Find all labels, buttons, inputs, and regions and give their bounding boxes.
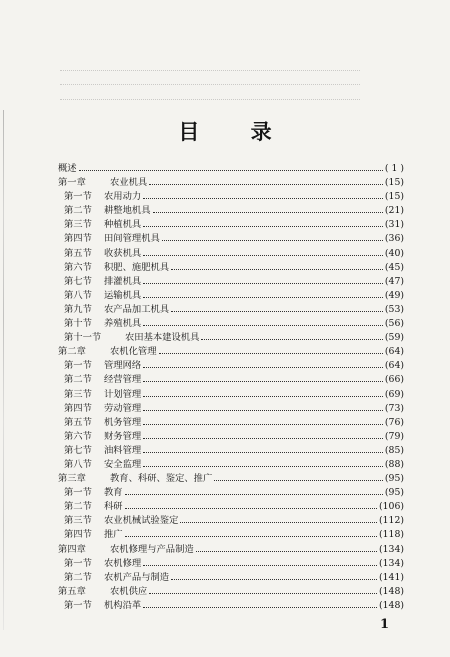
- scan-edge-line: [3, 110, 4, 630]
- toc-entry-title: 农产品加工机具: [104, 303, 170, 315]
- toc-entry-label: 第五节: [64, 416, 92, 428]
- toc-entry[interactable]: [58, 599, 404, 613]
- toc-entry-title: 油料管理: [104, 444, 142, 456]
- toc-entry-page: (76): [384, 416, 404, 428]
- toc-entry[interactable]: [58, 500, 404, 514]
- dot-leader: [125, 494, 383, 495]
- toc-entry-title: 机务管理: [104, 416, 142, 428]
- dot-leader: [125, 536, 377, 537]
- toc-entry-page: (21): [384, 205, 404, 217]
- toc-entry-page: (134): [379, 557, 404, 569]
- dot-leader: [153, 212, 383, 213]
- faint-bleed-through: [60, 84, 360, 86]
- toc-entry-page: (64): [384, 346, 404, 358]
- toc-entry-title: 教育: [104, 487, 123, 499]
- toc-entry[interactable]: [58, 204, 404, 218]
- faint-bleed-through: [60, 70, 360, 72]
- dot-leader: [143, 410, 383, 411]
- toc-entry[interactable]: [58, 317, 404, 331]
- toc-entry-label: 第四节: [64, 233, 92, 245]
- toc-entry[interactable]: [58, 289, 404, 303]
- dot-leader: [196, 551, 377, 552]
- toc-entry[interactable]: [58, 514, 404, 528]
- toc-entry-title: 机构沿革: [104, 599, 142, 611]
- toc-entry-title: 农机化管理: [110, 346, 157, 358]
- toc-entry-title: 教育、科研、鉴定、推广: [110, 473, 213, 485]
- toc-entry-page: (73): [384, 402, 404, 414]
- toc-entry-title: 积肥、施肥机具: [104, 261, 170, 273]
- toc-entry[interactable]: [58, 444, 404, 458]
- toc-entry-title: 收获机具: [104, 247, 142, 259]
- dot-leader: [143, 607, 377, 608]
- toc-entry-title: 农机产品与制造: [104, 571, 170, 583]
- toc-entry-page: (148): [379, 585, 404, 597]
- dot-leader: [143, 198, 383, 199]
- toc-entry[interactable]: [58, 261, 404, 275]
- dot-leader: [143, 297, 383, 298]
- toc-entry[interactable]: [58, 303, 404, 317]
- toc-entry-label: 第四章: [58, 543, 86, 555]
- toc-entry[interactable]: [58, 232, 404, 246]
- dot-leader: [143, 226, 383, 227]
- dot-leader: [149, 184, 383, 185]
- toc-entry[interactable]: [58, 416, 404, 430]
- toc-entry-label: 第二节: [64, 205, 92, 217]
- dot-leader: [159, 353, 383, 354]
- toc-entry[interactable]: [58, 176, 404, 190]
- toc-entry-page: (79): [384, 430, 404, 442]
- toc-entry-title: 财务管理: [104, 430, 142, 442]
- toc-entry-title: 耕整地机具: [104, 205, 151, 217]
- dot-leader: [143, 381, 383, 382]
- toc-entry[interactable]: [58, 359, 404, 373]
- toc-entry-label: 第一节: [64, 599, 92, 611]
- dot-leader: [214, 480, 383, 481]
- toc-entry[interactable]: [58, 486, 404, 500]
- toc-entry-title: 养殖机具: [104, 318, 142, 330]
- toc-entry-label: 第一章: [58, 177, 86, 189]
- toc-entry-label: 第二章: [58, 346, 86, 358]
- toc-entry-label: 第二节: [64, 571, 92, 583]
- toc-entry[interactable]: [58, 373, 404, 387]
- toc-entry[interactable]: [58, 585, 404, 599]
- toc-entry-label: 第十节: [64, 318, 92, 330]
- dot-leader: [143, 424, 383, 425]
- toc-entry[interactable]: [58, 557, 404, 571]
- toc-entry-label: 第五章: [58, 585, 86, 597]
- toc-entry-page: (106): [379, 501, 404, 513]
- toc-entry-title: 农机修理与产品制造: [110, 543, 194, 555]
- dot-leader: [143, 283, 383, 284]
- toc-entry-title: 计划管理: [104, 388, 142, 400]
- toc-entry-label: 第七节: [64, 444, 92, 456]
- toc-entry[interactable]: [58, 458, 404, 472]
- dot-leader: [125, 508, 377, 509]
- toc-entry-page: (53): [384, 303, 404, 315]
- dot-leader: [171, 269, 383, 270]
- toc-entry-title: 田间管理机具: [104, 233, 160, 245]
- toc-entry[interactable]: [58, 472, 404, 486]
- dot-leader: [149, 593, 377, 594]
- toc-entry-page: (141): [379, 571, 404, 583]
- toc-entry-page: (15): [384, 191, 404, 203]
- toc-entry-page: (88): [384, 458, 404, 470]
- toc-entry-label: 第十一节: [64, 332, 102, 344]
- toc-entry-page: (85): [384, 444, 404, 456]
- toc-entry-title: 农机修理: [104, 557, 142, 569]
- dot-leader: [143, 367, 383, 368]
- toc-entry-page: (66): [384, 374, 404, 386]
- dot-leader: [143, 565, 377, 566]
- toc-entry-page: (118): [379, 529, 404, 541]
- table-of-contents: [58, 162, 404, 613]
- toc-entry[interactable]: [58, 402, 404, 416]
- toc-entry-page: (112): [379, 515, 404, 527]
- toc-entry-page: (59): [384, 332, 404, 344]
- toc-entry[interactable]: [58, 247, 404, 261]
- toc-entry-label: 第六节: [64, 261, 92, 273]
- toc-entry-page: (49): [384, 289, 404, 301]
- toc-entry-page: (15): [384, 177, 404, 189]
- toc-entry-label: 第七节: [64, 275, 92, 287]
- page-number: 1: [380, 617, 390, 632]
- toc-entry-label: 第八节: [64, 458, 92, 470]
- dot-leader: [79, 170, 383, 171]
- toc-entry[interactable]: [58, 430, 404, 444]
- toc-entry-page: (134): [379, 543, 404, 555]
- dot-leader: [201, 339, 383, 340]
- dot-leader: [171, 579, 377, 580]
- toc-entry-label: 第一节: [64, 191, 92, 203]
- dot-leader: [143, 452, 383, 453]
- toc-entry-title: 农机供应: [110, 585, 148, 597]
- toc-entry-page: (45): [384, 261, 404, 273]
- toc-entry-page: (69): [384, 388, 404, 400]
- toc-entry-title: 农田基本建设机具: [125, 332, 200, 344]
- dot-leader: [162, 240, 383, 241]
- toc-entry-title: 推广: [104, 529, 123, 541]
- toc-entry[interactable]: [58, 190, 404, 204]
- toc-entry-page: (47): [384, 275, 404, 287]
- toc-entry-title: 劳动管理: [104, 402, 142, 414]
- toc-entry[interactable]: [58, 345, 404, 359]
- toc-entry-label: 第八节: [64, 289, 92, 301]
- toc-entry-title: 经营管理: [104, 374, 142, 386]
- toc-entry-label: 第六节: [64, 430, 92, 442]
- toc-entry[interactable]: [58, 331, 404, 345]
- toc-entry-title: 科研: [104, 501, 123, 513]
- toc-entry-title: 农业机具: [110, 177, 148, 189]
- toc-entry[interactable]: [58, 571, 404, 585]
- toc-entry-label: 第九节: [64, 303, 92, 315]
- toc-entry-label: 第三节: [64, 388, 92, 400]
- toc-entry-page: (95): [384, 473, 404, 485]
- dot-leader: [143, 466, 383, 467]
- toc-entry-title: 种植机具: [104, 219, 142, 231]
- toc-entry-label: 第二节: [64, 374, 92, 386]
- toc-entry-label: 第四节: [64, 529, 92, 541]
- toc-entry-label: 第一节: [64, 487, 92, 499]
- toc-entry[interactable]: [58, 162, 404, 176]
- dot-leader: [143, 438, 383, 439]
- dot-leader: [143, 255, 383, 256]
- toc-entry[interactable]: [58, 275, 404, 289]
- toc-entry-title: 安全监理: [104, 458, 142, 470]
- toc-entry-title: 概述: [58, 163, 77, 174]
- toc-entry-label: 第二节: [64, 501, 92, 513]
- toc-entry-title: 排灌机具: [104, 275, 142, 287]
- toc-entry[interactable]: [58, 543, 404, 557]
- toc-entry-page: (56): [384, 318, 404, 330]
- toc-entry-label: 第三章: [58, 473, 86, 485]
- toc-entry[interactable]: [58, 388, 404, 402]
- toc-entry-page: ( 1 ): [384, 163, 404, 174]
- toc-entry[interactable]: [58, 218, 404, 232]
- toc-entry-page: (36): [384, 233, 404, 245]
- toc-entry-label: 第一节: [64, 360, 92, 372]
- toc-entry-title: 农业机械试验鉴定: [104, 515, 179, 527]
- toc-entry-label: 第四节: [64, 402, 92, 414]
- dot-leader: [143, 325, 383, 326]
- toc-entry-label: 第三节: [64, 219, 92, 231]
- dot-leader: [143, 396, 383, 397]
- toc-entry-title: 农用动力: [104, 191, 142, 203]
- toc-entry-page: (31): [384, 219, 404, 231]
- toc-entry-label: 第一节: [64, 557, 92, 569]
- toc-entry-title: 管理网络: [104, 360, 142, 372]
- toc-entry-page: (64): [384, 360, 404, 372]
- dot-leader: [171, 311, 383, 312]
- toc-entry-label: 第五节: [64, 247, 92, 259]
- toc-entry-label: 第三节: [64, 515, 92, 527]
- faint-bleed-through: [60, 99, 360, 101]
- toc-entry-title: 运输机具: [104, 289, 142, 301]
- dot-leader: [180, 522, 377, 523]
- toc-entry-page: (95): [384, 487, 404, 499]
- page-title: 目 录: [178, 119, 294, 144]
- toc-entry[interactable]: [58, 528, 404, 542]
- toc-entry-page: (148): [379, 599, 404, 611]
- toc-entry-page: (40): [384, 247, 404, 259]
